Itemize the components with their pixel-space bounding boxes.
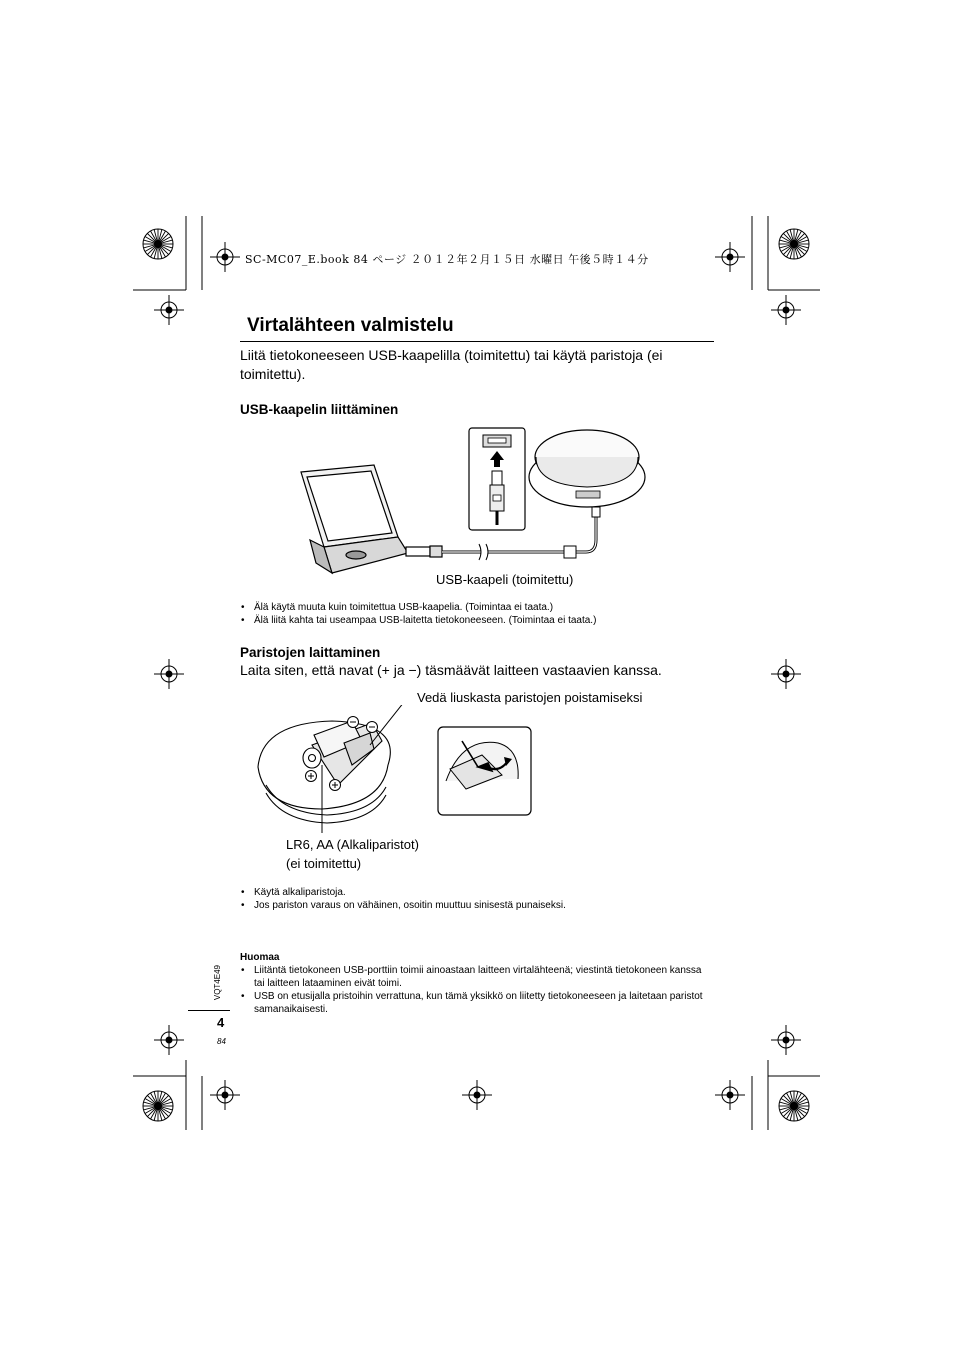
color-rosette (779, 229, 809, 259)
battery-heading: Paristojen laittaminen (240, 645, 381, 660)
color-rosette (143, 1091, 173, 1121)
title-rule (240, 341, 714, 342)
page-title: Virtalähteen valmistelu (247, 315, 454, 336)
intro-text: Liitä tietokoneeseen USB-kaapelilla (toimitettu) tai käytä paristoja (ei toimitettu). (240, 347, 663, 382)
note-item: • Liitäntä tietokoneen USB-porttiin toimii ainoastaan laitteen virtalähteenä; viestintä tietokoneen kanssa tai laitteen lataaminen eivät toimi. (240, 964, 714, 990)
battery-type-line: LR6, AA (Alkaliparistot) (286, 837, 419, 852)
registration-target (154, 1025, 184, 1055)
registration-target (771, 1025, 801, 1055)
battery-type-label (286, 835, 419, 873)
document-code: VQT4E49 (213, 965, 222, 1001)
usb-heading: USB-kaapelin liittäminen (240, 402, 399, 417)
color-rosette (779, 1091, 809, 1121)
sheet-number: 84 (217, 1037, 226, 1046)
page-number-rule (188, 1010, 230, 1011)
battery-notes (240, 886, 720, 912)
note-heading: Huomaa (240, 952, 280, 963)
usb-notes (240, 601, 720, 627)
battery-note: • Käytä alkaliparistoja. (240, 886, 720, 899)
usb-note: • Älä käytä muuta kuin toimitettua USB-kaapelia. (Toimintaa ei taata.) (240, 601, 720, 614)
page-number: 4 (217, 1015, 225, 1030)
file-header: SC-MC07_E.book 84 ページ ２０１２年２月１５日 水曜日 午後５時１４分 (245, 253, 649, 266)
registration-target (771, 659, 801, 689)
color-rosette (143, 229, 173, 259)
note-list (240, 964, 714, 1016)
battery-supply-line: (ei toimitettu) (286, 856, 362, 871)
battery-illustration (252, 705, 542, 845)
registration-target (210, 242, 240, 272)
registration-target (154, 659, 184, 689)
battery-note: • Jos pariston varaus on vähäinen, osoitin muuttuu sinisestä punaiseksi. (240, 899, 720, 912)
registration-target (462, 1080, 492, 1110)
pull-tab-label: Vedä liuskasta paristojen poistamiseksi (417, 690, 643, 705)
usb-cable-label: USB-kaapeli (toimitettu) (436, 572, 574, 587)
usb-connection-illustration (296, 425, 676, 585)
usb-note: • Älä liitä kahta tai useampaa USB-laitetta tietokoneeseen. (Toimintaa ei taata.) (240, 614, 720, 627)
registration-target (154, 295, 184, 325)
note-item: • USB on etusijalla pristoihin verrattuna, kun tämä yksikkö on liitetty tietokoneeseen ja laitetaan paristot samanaikaisesti. (240, 990, 714, 1016)
registration-target (210, 1080, 240, 1110)
registration-target (715, 1080, 745, 1110)
registration-target (771, 295, 801, 325)
battery-instruction: Laita siten, että navat (+ ja −) täsmäävät laitteen vastaavien kanssa. (240, 662, 662, 678)
registration-target (715, 242, 745, 272)
